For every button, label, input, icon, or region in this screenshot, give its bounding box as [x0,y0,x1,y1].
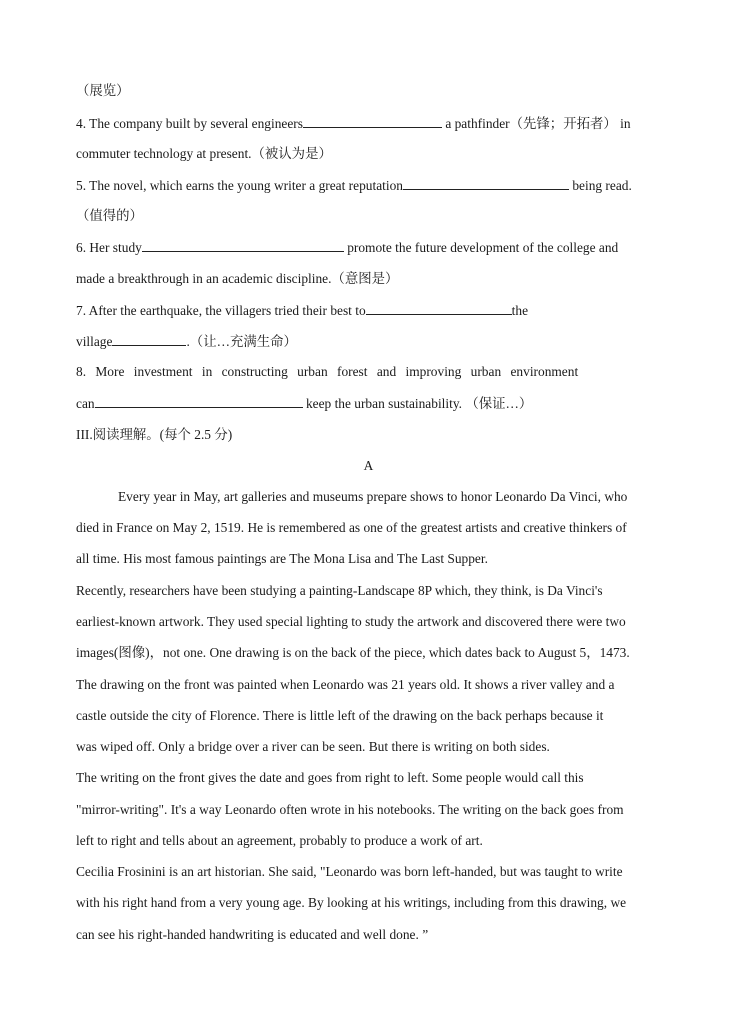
line-text: with his right hand from a very young age. By looking at his writings, including from this drawing, we [76,895,627,910]
answer-blank[interactable] [303,114,442,128]
paragraph-2-line-2 [76,613,662,631]
paragraph-3-line-1 [76,676,662,694]
paragraph-1-line-1 [118,488,662,506]
answer-blank[interactable] [403,176,569,190]
paragraph-2-line-1 [76,582,662,600]
paragraph-3-line-3 [76,738,662,756]
line-text: 6. Her study [76,240,142,255]
line-text: A [363,458,374,473]
answer-blank[interactable] [366,301,512,315]
line-text: can see his right-handed handwriting is educated and well done. ” [76,927,429,942]
line-text: （值得的） [76,208,143,223]
line-text: （展览） [76,83,130,98]
question-6-line-2 [76,270,662,288]
line-text: the [511,303,529,318]
paragraph-4-line-1 [76,769,662,787]
line-text: 8. More investment in constructing urban forest and improving urban environment [76,364,579,379]
paragraph-4-line-3 [76,832,662,850]
exhibition-note [76,82,662,100]
line-text: promote the future development of the college and [343,240,619,255]
line-text: The drawing on the front was painted when Leonardo was 21 years old. It shows a river valley and a [76,677,615,692]
line-text: 4. The company built by several engineers [76,116,303,131]
answer-blank[interactable] [142,238,344,252]
line-text: earliest-known artwork. They used special lighting to study the artwork and discovered there were two [76,614,626,629]
paragraph-4-line-2 [76,801,662,819]
question-4-line-1 [76,114,662,133]
line-text: keep the urban sustainability. （保证…） [302,396,533,411]
line-text: 5. The novel, which earns the young writer a great reputation [76,178,403,193]
line-text: "mirror-writing". It's a way Leonardo often wrote in his notebooks. The writing on the back goes from [76,802,624,817]
line-text: III.阅读理解。(每个 2.5 分) [76,427,233,442]
line-text: made a breakthrough in an academic discipline.（意图是） [76,271,399,286]
passage-title [0,457,737,475]
line-text: can [76,396,95,411]
question-6-line-1 [76,238,662,257]
line-text: all time. His most famous paintings are The Mona Lisa and The Last Supper. [76,551,488,566]
line-text: village [76,334,113,349]
line-text: was wiped off. Only a bridge over a river can be seen. But there is writing on both sides. [76,739,550,754]
line-text: 7. After the earthquake, the villagers tried their best to [76,303,366,318]
paragraph-2-line-3 [76,644,662,662]
line-text: Every year in May, art galleries and museums prepare shows to honor Leonardo Da Vinci, who [118,489,628,504]
line-text: The writing on the front gives the date and goes from right to left. Some people would call this [76,770,584,785]
line-text: being read. [568,178,632,193]
section-heading [76,426,662,444]
question-8-line-1 [76,363,662,381]
question-7-line-2 [76,332,662,351]
line-text: .（让…充满生命） [186,334,297,349]
line-text: a pathfinder（先锋；开拓者） in [441,116,631,131]
line-text: castle outside the city of Florence. There is little left of the drawing on the back perhaps because it [76,708,604,723]
line-text: left to right and tells about an agreement, probably to produce a work of art. [76,833,483,848]
line-text: Recently, researchers have been studying a painting-Landscape 8P which, they think, is Da Vinci's [76,583,603,598]
paragraph-5-line-3 [76,926,662,944]
paragraph-1-line-2 [76,519,662,537]
line-text: commuter technology at present.（被认为是） [76,146,332,161]
line-text: died in France on May 2, 1519. He is remembered as one of the greatest artists and creative thinkers of [76,520,627,535]
paragraph-3-line-2 [76,707,662,725]
answer-blank[interactable] [112,332,186,346]
line-text: images(图像)，not one. One drawing is on the back of the piece, which dates back to August 5，1473. [76,645,630,660]
question-8-line-2 [76,394,662,413]
question-5-line-1 [76,176,662,195]
answer-blank[interactable] [95,394,303,408]
question-7-line-1 [76,301,662,320]
paragraph-5-line-1 [76,863,662,881]
question-4-line-2 [76,145,662,163]
question-5-line-2 [76,207,662,225]
paragraph-1-line-3 [76,550,662,568]
line-text: Cecilia Frosinini is an art historian. She said, "Leonardo was born left-handed, but was taught to write [76,864,623,879]
paragraph-5-line-2 [76,894,662,912]
